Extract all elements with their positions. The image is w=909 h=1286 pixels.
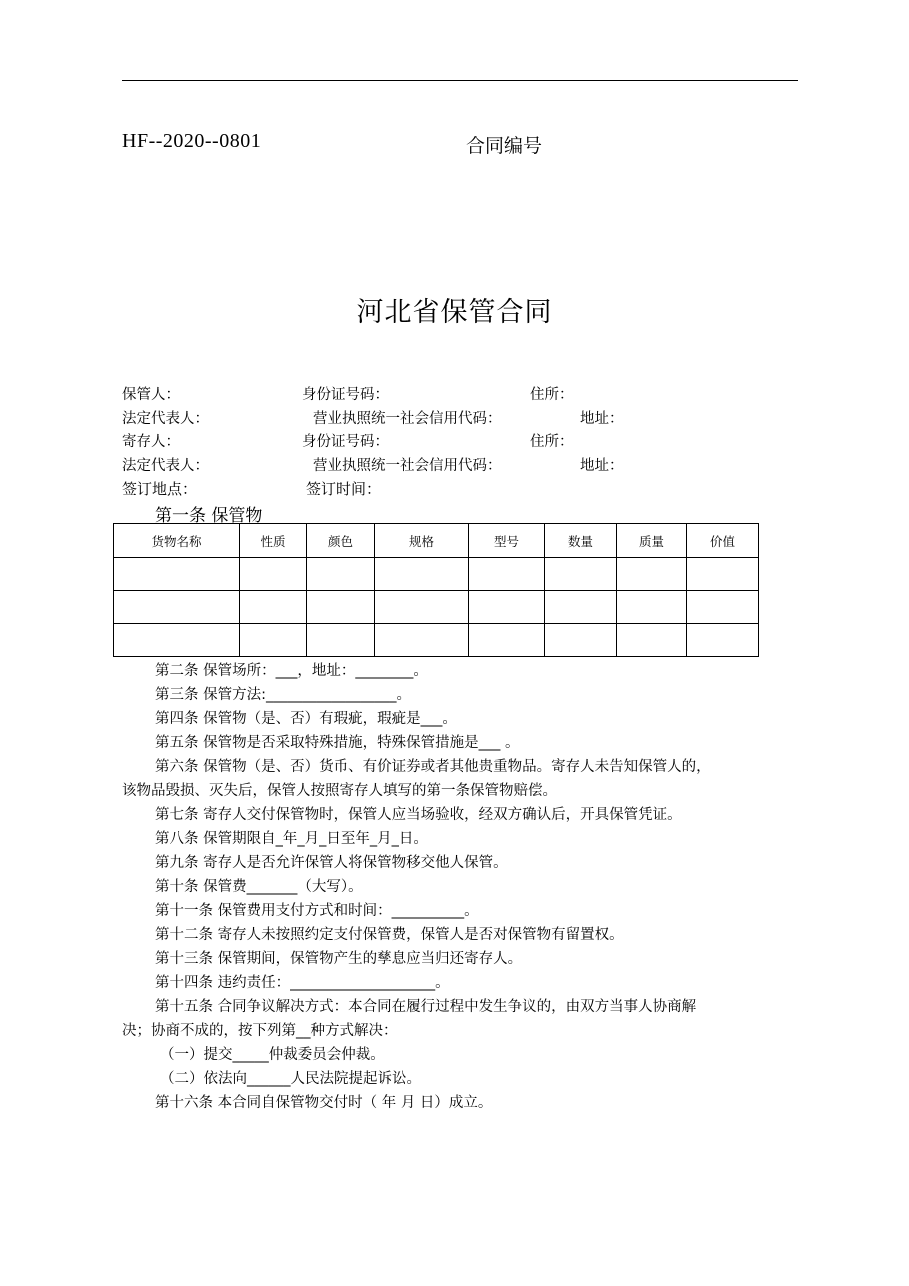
table-cell[interactable] (687, 558, 759, 591)
table-cell[interactable] (545, 591, 617, 624)
table-cell[interactable] (469, 558, 545, 591)
table-cell[interactable] (617, 624, 687, 657)
custodian-license-label: 营业执照统一社会信用代码： (313, 411, 502, 427)
custodian-id-label: 身份证号码： (302, 387, 389, 403)
depositor-rep-label: 法定代表人： (122, 458, 209, 474)
table-cell[interactable] (687, 624, 759, 657)
clause-15-line-1: 第十五条 合同争议解决方式：本合同在履行过程中发生争议的，由双方当事人协商解 (155, 999, 697, 1015)
column-header-value: 价值 (687, 524, 759, 558)
table-cell[interactable] (617, 591, 687, 624)
column-header-spec: 规格 (375, 524, 469, 558)
document-title: 河北省保管合同 (356, 297, 553, 328)
custodian-rep-address-label: 地址： (580, 411, 624, 427)
clause-4: 第四条 保管物（是、否）有瑕疵，瑕疵是___。 (155, 711, 457, 727)
depositor-address-label: 住所： (530, 434, 574, 450)
clause-3: 第三条 保管方法:__________________。 (155, 687, 411, 703)
table-cell[interactable] (617, 558, 687, 591)
table-cell[interactable] (545, 624, 617, 657)
table-row (114, 558, 759, 591)
table-cell[interactable] (375, 591, 469, 624)
clause-15-option-1: （一）提交_____仲裁委员会仲裁。 (160, 1047, 385, 1063)
column-header-color: 颜色 (307, 524, 375, 558)
table-cell[interactable] (307, 558, 375, 591)
table-row (114, 591, 759, 624)
depositor-rep-address-label: 地址： (580, 458, 624, 474)
clause-12: 第十二条 寄存人未按照约定支付保管费，保管人是否对保管物有留置权。 (155, 927, 624, 943)
column-header-quality: 质量 (617, 524, 687, 558)
column-header-model: 型号 (469, 524, 545, 558)
sign-time-label: 签订时间： (306, 480, 382, 498)
clause-13: 第十三条 保管期间，保管物产生的孳息应当归还寄存人。 (155, 951, 523, 967)
table-cell[interactable] (375, 624, 469, 657)
table-cell[interactable] (469, 591, 545, 624)
table-cell[interactable] (240, 591, 307, 624)
table-cell[interactable] (114, 591, 240, 624)
table-cell[interactable] (307, 624, 375, 657)
depositor-label: 寄存人： (122, 434, 180, 450)
clause-9: 第九条 寄存人是否允许保管人将保管物移交他人保管。 (155, 855, 508, 871)
clause-14: 第十四条 违约责任：____________________。 (155, 975, 450, 991)
clause-2: 第二条 保管场所：___，地址：________。 (155, 663, 428, 679)
table-cell[interactable] (114, 558, 240, 591)
clause-10: 第十条 保管费_______（大写）。 (155, 879, 363, 895)
column-header-quantity: 数量 (545, 524, 617, 558)
table-cell[interactable] (240, 624, 307, 657)
contract-id: HF--2020--0801 (122, 130, 262, 152)
table-cell[interactable] (469, 624, 545, 657)
table-cell[interactable] (687, 591, 759, 624)
table-cell[interactable] (307, 591, 375, 624)
custodian-label: 保管人： (122, 387, 180, 403)
clause-15-line-2: 决；协商不成的，按下列第__种方式解决： (122, 1023, 398, 1039)
table-header-row (114, 524, 759, 558)
table-row (114, 624, 759, 657)
top-rule (122, 80, 798, 81)
goods-table (113, 523, 759, 657)
depositor-id-label: 身份证号码： (302, 434, 389, 450)
custodian-address-label: 住所： (530, 387, 574, 403)
custodian-rep-label: 法定代表人： (122, 411, 209, 427)
clause-6-line-1: 第六条 保管物（是、否）货币、有价证券或者其他贵重物品。寄存人未告知保管人的， (155, 759, 711, 775)
table-cell[interactable] (114, 624, 240, 657)
clause-6-line-2: 该物品毁损、灭失后，保管人按照寄存人填写的第一条保管物赔偿。 (122, 783, 557, 799)
clause-11: 第十一条 保管费用支付方式和时间：__________。 (155, 903, 479, 919)
column-header-nature: 性质 (240, 524, 307, 558)
column-header-goods-name: 货物名称 (114, 524, 240, 558)
clause-5: 第五条 保管物是否采取特殊措施，特殊保管措施是___ 。 (155, 735, 520, 751)
sign-place-label: 签订地点： (122, 480, 198, 498)
clause-8: 第八条 保管期限自_年_月_日至年_月_日。 (155, 831, 428, 847)
clause-15-option-2: （二）依法向______人民法院提起诉讼。 (160, 1071, 421, 1087)
depositor-license-label: 营业执照统一社会信用代码： (313, 458, 502, 474)
table-cell[interactable] (545, 558, 617, 591)
table-cell[interactable] (240, 558, 307, 591)
section-1-heading: 第一条 保管物 (155, 506, 263, 526)
contract-number-label: 合同编号 (466, 135, 543, 157)
clause-16: 第十六条 本合同自保管物交付时（ 年 月 日）成立。 (155, 1095, 493, 1111)
table-cell[interactable] (375, 558, 469, 591)
clause-7: 第七条 寄存人交付保管物时，保管人应当场验收，经双方确认后，开具保管凭证。 (155, 807, 682, 823)
